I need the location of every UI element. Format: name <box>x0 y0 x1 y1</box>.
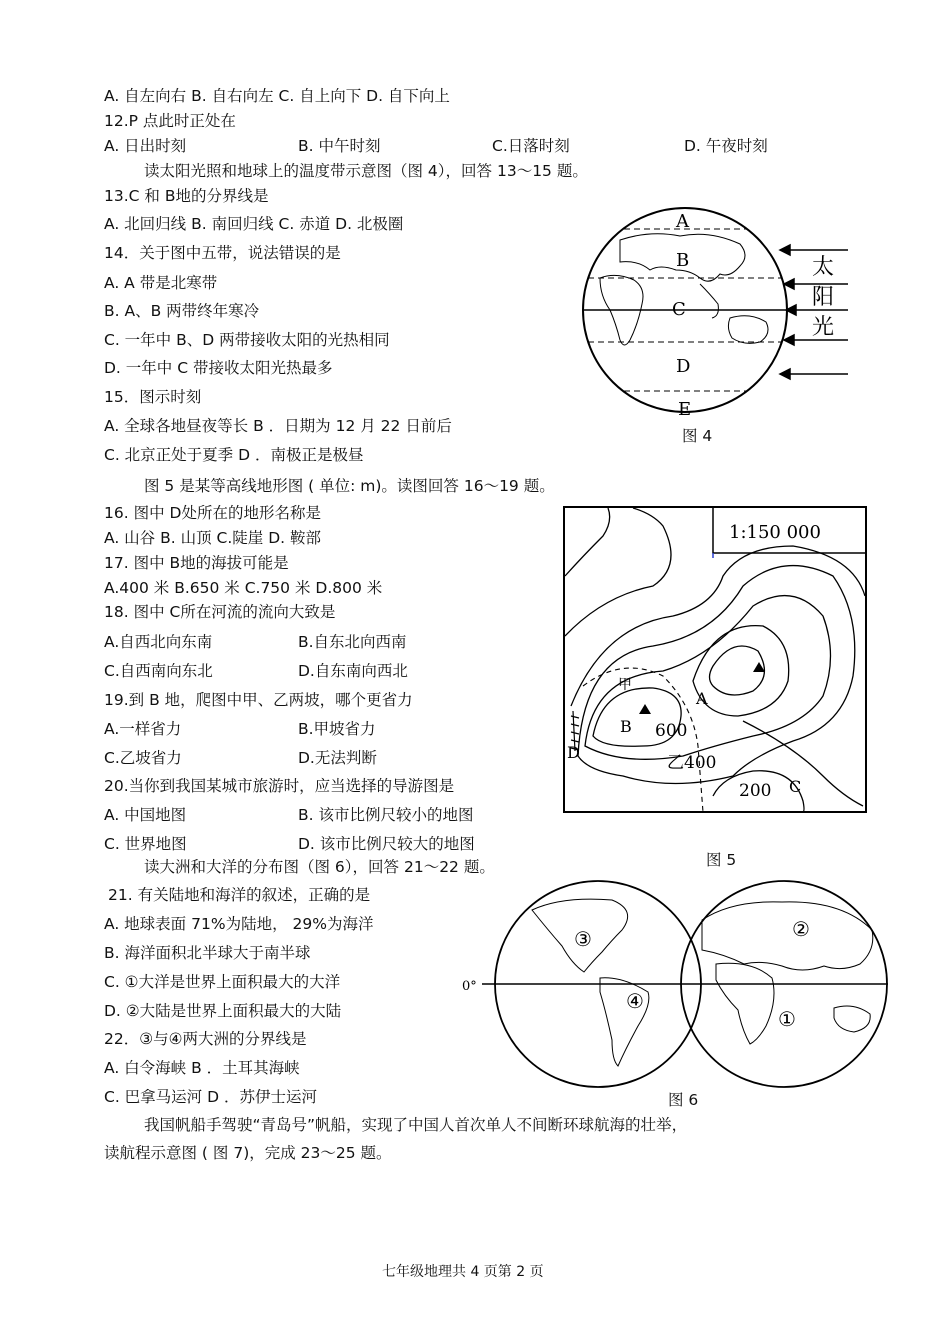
text-line: C. 北京正处于夏季 D ．南极正是极昼 <box>104 446 364 464</box>
figure-5-contour-map <box>563 506 868 814</box>
figure-6-hemispheres-map <box>462 880 888 1090</box>
text-line: B.自东北向西南 <box>298 633 407 651</box>
text-line: 17. 图中 B地的海拔可能是 <box>104 554 289 572</box>
text-line: A. 自左向右 B. 自右向左 C. 自上向下 D. 自下向上 <box>104 87 450 105</box>
text-line: D.无法判断 <box>298 749 377 767</box>
label-yi-400: 乙400 <box>667 753 717 773</box>
text-line: C. 一年中 B、D 两带接收太阳的光热相同 <box>104 331 390 349</box>
text-line: C.乙坡省力 <box>104 749 182 767</box>
text-line: A.一样省力 <box>104 720 182 738</box>
text-line: 12.P 点此时正处在 <box>104 112 236 130</box>
text-line: D.自东南向西北 <box>298 662 408 680</box>
text-line: 15．图示时刻 <box>104 388 202 406</box>
figure-4-temperature-zones <box>580 200 850 430</box>
zone-label-e: E <box>678 399 692 420</box>
zone-label-a: A <box>676 211 689 232</box>
text-line: 图 5 是某等高线地形图 ( 单位: m)。读图回答 16～19 题。 <box>144 477 555 495</box>
text-line: B. 海洋面积北半球大于南半球 <box>104 944 311 962</box>
text-line: C.自西南向东北 <box>104 662 213 680</box>
text-line: D. 午夜时刻 <box>684 137 768 155</box>
text-line: C. ①大洋是世界上面积最大的大洋 <box>104 973 341 991</box>
zone-label-c: C <box>672 299 686 320</box>
text-line: A.400 米 B.650 米 C.750 米 D.800 米 <box>104 579 383 597</box>
text-line: 14．关于图中五带，说法错误的是 <box>104 244 341 262</box>
text-line: A. 全球各地昼夜等长 B ．日期为 12 月 22 日前后 <box>104 417 452 435</box>
equator-label: 0° <box>462 979 477 994</box>
africa-shape <box>716 963 774 1044</box>
text-line: 读大洲和大洋的分布图（图 6），回答 21～22 题。 <box>144 858 495 876</box>
continent-shape <box>728 316 768 344</box>
label-600: 600 <box>655 721 688 741</box>
page-footer: 七年级地理共 4 页第 2 页 <box>382 1264 544 1280</box>
text-line: D. 一年中 C 带接收太阳光热最多 <box>104 359 333 377</box>
text-line: 我国帆船手驾驶“青岛号”帆船，实现了中国人首次单人不间断环球航海的壮举， <box>144 1116 688 1134</box>
text-line: A. 北回归线 B. 南回归线 C. 赤道 D. 北极圈 <box>104 215 404 233</box>
peak-triangle-west <box>639 704 651 714</box>
australia-shape <box>834 1006 870 1032</box>
label-200: 200 <box>739 781 772 801</box>
marker-2: ② <box>792 917 810 941</box>
text-line: 18. 图中 C所在河流的流向大致是 <box>104 603 336 621</box>
marker-3: ③ <box>574 927 592 951</box>
text-line: 16. 图中 D处所在的地形名称是 <box>104 504 321 522</box>
zone-label-d: D <box>676 356 691 377</box>
text-line: C.日落时刻 <box>492 137 570 155</box>
label-d: D <box>567 743 580 762</box>
text-line: A.自西北向东南 <box>104 633 213 651</box>
text-line: 20.当你到我国某城市旅游时，应当选择的导游图是 <box>104 777 455 795</box>
text-line: 22．③与④两大洲的分界线是 <box>104 1030 307 1048</box>
sun-label-1: 太 <box>812 255 835 280</box>
text-line: C. 巴拿马运河 D ．苏伊士运河 <box>104 1088 317 1106</box>
text-line: 19.到 B 地，爬图中甲、乙两坡，哪个更省力 <box>104 691 413 709</box>
marker-1: ① <box>778 1007 796 1031</box>
zone-label-b: B <box>676 250 690 271</box>
figure-6-caption: 图 6 <box>668 1091 699 1109</box>
continent-shape <box>700 284 718 318</box>
label-b: B <box>620 717 632 736</box>
text-line: A. 山谷 B. 山顶 C.陡崖 D. 鞍部 <box>104 529 321 547</box>
text-line: 13.C 和 B地的分界线是 <box>104 187 269 205</box>
text-line: B. 该市比例尺较小的地图 <box>298 806 474 824</box>
label-a: A <box>696 689 708 708</box>
text-line: B. A、B 两带终年寒冷 <box>104 302 260 320</box>
figure-5-caption: 图 5 <box>706 851 737 869</box>
text-line: 读太阳光照和地球上的温度带示意图（图 4），回答 13～15 题。 <box>144 162 588 180</box>
text-line: B.甲坡省力 <box>298 720 376 738</box>
text-line: 21. 有关陆地和海洋的叙述，正确的是 <box>108 886 371 904</box>
text-line: A. 中国地图 <box>104 806 187 824</box>
sun-label-2: 阳 <box>812 285 835 310</box>
label-jia: 甲 <box>618 677 632 693</box>
eurasia-shape <box>702 902 873 970</box>
text-line: D. ②大陆是世界上面积最大的大陆 <box>104 1002 342 1020</box>
text-line: B. 中午时刻 <box>298 137 381 155</box>
text-line: 读航程示意图 ( 图 7)，完成 23～25 题。 <box>104 1144 392 1162</box>
scale-text: 1:150 000 <box>729 522 821 543</box>
figure-4-caption: 图 4 <box>682 427 713 445</box>
text-line: A. 白令海峡 B ．土耳其海峡 <box>104 1059 300 1077</box>
sun-label-3: 光 <box>812 315 835 340</box>
text-line: C. 世界地图 <box>104 835 187 853</box>
label-c: C <box>789 777 802 796</box>
marker-4: ④ <box>626 989 644 1013</box>
text-line: A. A 带是北寒带 <box>104 274 218 292</box>
text-line: A. 地球表面 71%为陆地， 29%为海洋 <box>104 915 374 933</box>
text-line: D. 该市比例尺较大的地图 <box>298 835 475 853</box>
text-line: A. 日出时刻 <box>104 137 187 155</box>
